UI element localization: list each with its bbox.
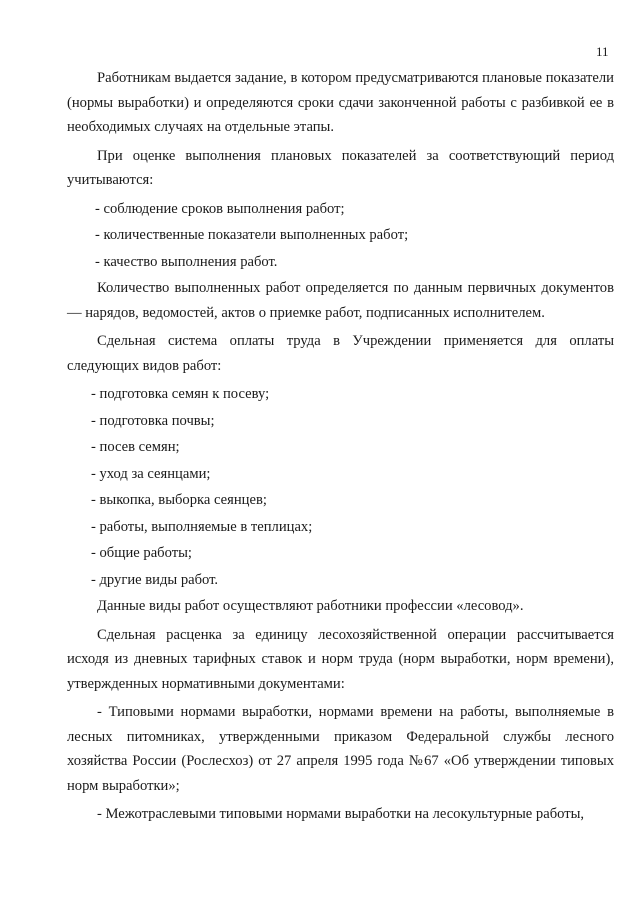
list-item: - уход за сеянцами;	[91, 465, 211, 482]
list-item: - общие работы;	[91, 545, 192, 561]
list-item: - количественные показатели выполненных работ;	[95, 227, 409, 243]
paragraph-forester-profession: Данные виды работ осуществляют работники профессии «лесовод».	[97, 598, 524, 614]
list-item: - другие виды работ.	[91, 571, 219, 588]
list-item: - работы, выполняемые в теплицах;	[91, 518, 313, 535]
list-item: - качество выполнения работ.	[95, 253, 278, 270]
paragraph-piece-rate-calculation: Сдельная расценка за единицу лесохозяйственной операции рассчитывается исходя из дневных тарифных ставок и норм труда (норм выработки, норм времени), утвержденных нормативными документами:	[67, 626, 614, 692]
paragraph-piece-rate-system: Сдельная система оплаты труда в Учреждении применяется для оплаты следующих видов работ:	[67, 333, 614, 374]
list-item: - соблюдение сроков выполнения работ;	[95, 200, 345, 217]
paragraph-work-quantity: Количество выполненных работ определяется по данным первичных документов — нарядов, ведомостей, актов о приемке работ, подписанных исполнителем.	[67, 280, 614, 321]
evaluation-criteria-list	[67, 197, 614, 275]
list-item: - подготовка семян к посеву;	[91, 386, 270, 402]
paragraph-evaluation-intro: При оценке выполнения плановых показателей за соответствующий период учитываются:	[67, 147, 614, 188]
work-types-list	[67, 382, 614, 592]
list-item: - выкопка, выборка сеянцев;	[91, 492, 267, 508]
paragraph-assignment: Работникам выдается задание, в котором предусматриваются плановые показатели (нормы выработки) и определяются сроки сдачи законченной работы с разбивкой ее в необходимых случаях на отдельные этапы.	[67, 70, 614, 135]
document-body	[67, 66, 614, 827]
list-item: - подготовка почвы;	[91, 412, 215, 429]
paragraph-intersectoral-norms: - Межотраслевыми типовыми нормами выработки на лесокультурные работы,	[97, 806, 585, 822]
paragraph-nursery-norms: - Типовыми нормами выработки, нормами времени на работы, выполняемые в лесных питомниках, утвержденными приказом Федеральной службы лесного хозяйства России (Рослесхоз) от 27 апреля 1995 года №67 «Об утверждении типовых норм выработки»;	[67, 704, 614, 794]
page-number: 11	[596, 44, 609, 59]
list-item: - посев семян;	[91, 439, 180, 455]
